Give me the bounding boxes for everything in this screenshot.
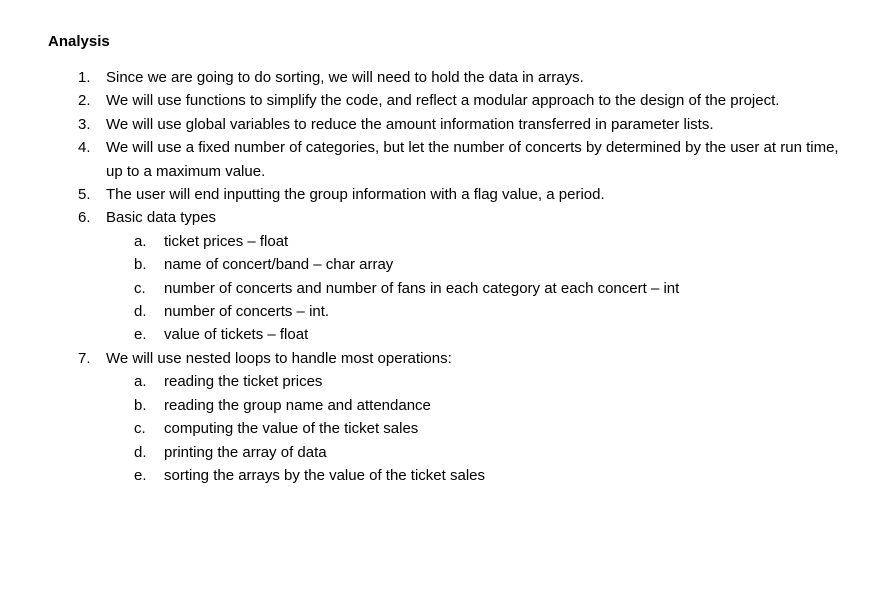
list-item bbox=[48, 347, 848, 487]
analysis-list bbox=[48, 66, 848, 487]
item-number: 1. bbox=[78, 69, 91, 86]
sub-list-item bbox=[106, 323, 848, 346]
sub-item-letter: d. bbox=[134, 303, 147, 321]
sub-item-letter: a. bbox=[134, 373, 147, 391]
document-body bbox=[48, 32, 848, 487]
sub-item-letter: d. bbox=[134, 443, 147, 461]
item-text: Basic data types bbox=[106, 209, 217, 227]
sub-list bbox=[106, 370, 848, 487]
sub-list-item bbox=[106, 417, 848, 440]
sub-list-item bbox=[106, 277, 848, 300]
list-item bbox=[48, 206, 848, 346]
sub-item-letter: a. bbox=[134, 232, 147, 250]
sub-item-text: number of concerts – int. bbox=[164, 303, 330, 321]
sub-list-item bbox=[106, 230, 848, 253]
sub-item-letter: b. bbox=[134, 256, 147, 274]
sub-item-text: name of concert/band – char array bbox=[164, 256, 394, 274]
sub-item-letter: e. bbox=[134, 466, 147, 484]
sub-item-text: reading the group name and attendance bbox=[164, 396, 431, 414]
sub-list-item bbox=[106, 370, 848, 393]
item-number: 3. bbox=[78, 115, 91, 133]
sub-item-text: value of tickets – float bbox=[164, 326, 309, 344]
sub-list-item bbox=[106, 253, 848, 276]
sub-item-text: reading the ticket prices bbox=[164, 373, 323, 391]
sub-list bbox=[106, 230, 848, 347]
sub-list-item bbox=[106, 441, 848, 464]
sub-item-text: computing the value of the ticket sales bbox=[164, 420, 419, 438]
sub-list-item bbox=[106, 300, 848, 323]
section-heading: Analysis bbox=[48, 33, 110, 50]
sub-item-text: printing the array of data bbox=[164, 443, 327, 461]
item-number: 5. bbox=[78, 186, 91, 204]
list-item bbox=[48, 183, 848, 206]
item-text: We will use nested loops to handle most operations: bbox=[106, 349, 452, 367]
item-number: 6. bbox=[78, 209, 91, 227]
item-text: Since we are going to do sorting, we will need to hold the data in arrays. bbox=[106, 69, 584, 86]
sub-item-text: number of concerts and number of fans in each category at each concert – int bbox=[164, 279, 680, 297]
item-text: The user will end inputting the group information with a flag value, a period. bbox=[106, 186, 605, 204]
sub-list-item bbox=[106, 394, 848, 417]
item-number: 7. bbox=[78, 349, 91, 367]
sub-item-letter: c. bbox=[134, 279, 146, 297]
item-text: We will use a fixed number of categories, but let the number of concerts by determined by the user at run time, up to a maximum value. bbox=[106, 139, 839, 180]
item-text: We will use functions to simplify the code, and reflect a modular approach to the design of the project. bbox=[106, 92, 780, 110]
list-item bbox=[48, 113, 848, 136]
sub-list-item bbox=[106, 464, 848, 487]
sub-item-letter: e. bbox=[134, 326, 147, 344]
sub-item-letter: c. bbox=[134, 420, 146, 438]
sub-item-letter: b. bbox=[134, 396, 147, 414]
list-item bbox=[48, 136, 848, 183]
item-number: 2. bbox=[78, 92, 91, 110]
list-item bbox=[48, 66, 848, 89]
item-text: We will use global variables to reduce the amount information transferred in parameter lists. bbox=[106, 115, 714, 133]
sub-item-text: sorting the arrays by the value of the ticket sales bbox=[164, 466, 485, 484]
item-number: 4. bbox=[78, 139, 91, 157]
sub-item-text: ticket prices – float bbox=[164, 232, 289, 250]
list-item bbox=[48, 89, 848, 112]
